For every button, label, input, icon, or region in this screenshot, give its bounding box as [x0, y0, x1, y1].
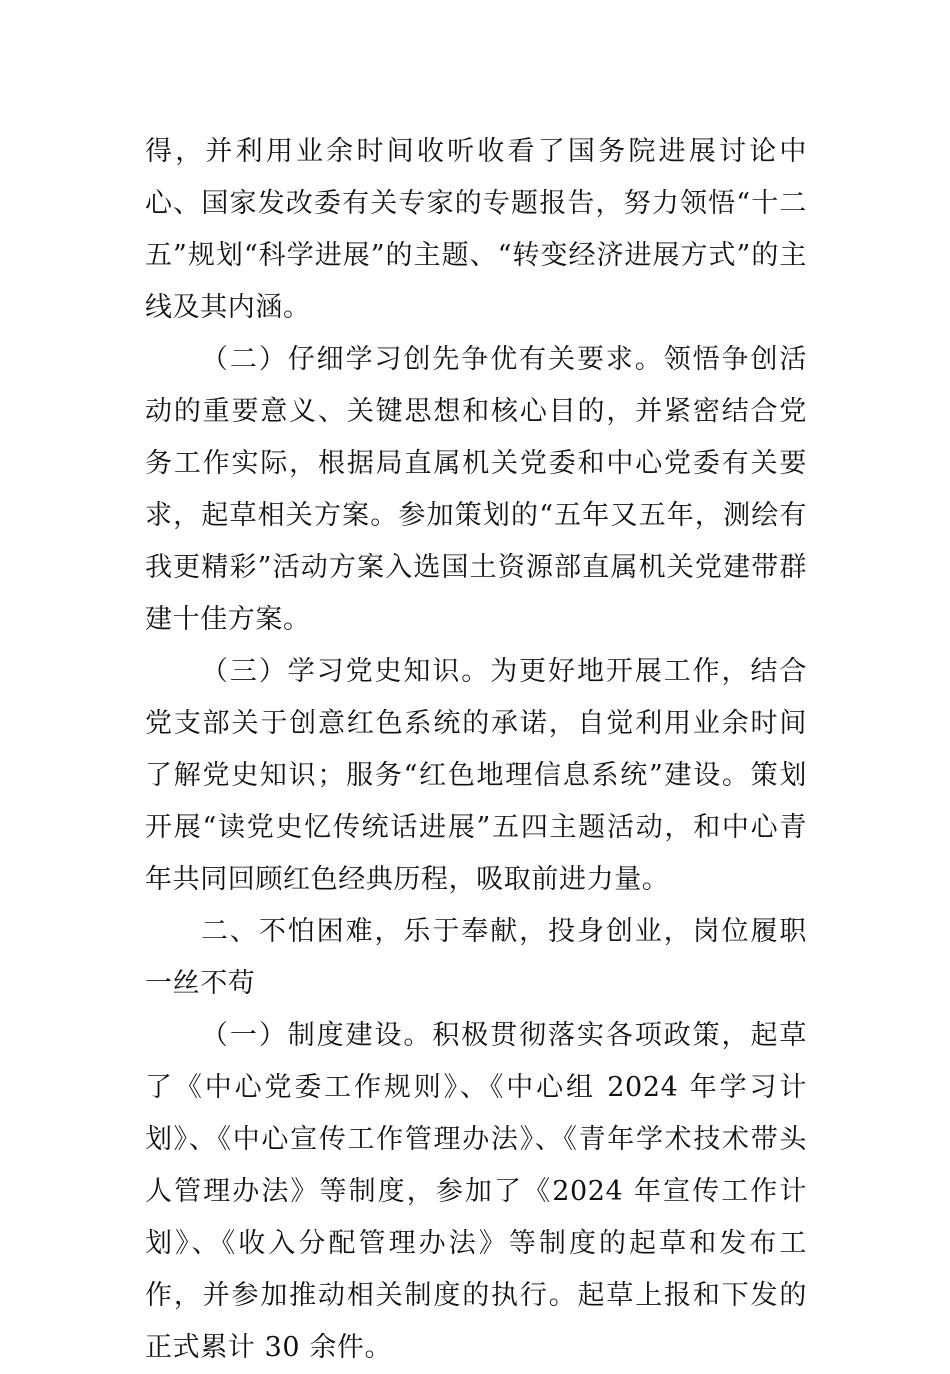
paragraph-section-1-system: （一）制度建设。积极贯彻落实各项政策，起草了《中心党委工作规则》、《中心组 2024 年学习计划》、《中心宣传工作管理办法》、《青年学术技术带头人管理办法》等制度，参加了《2024 年宣传工作计划》、《收入分配管理办法》等制度的起草和发布工作，并参加推动相关制度的执行。起草上报和下发的正式累计 30 余件。: [145, 1020, 807, 1363]
paragraph-section-2: （二）仔细学习创先争优有关要求。领悟争创活动的重要意义、关键思想和核心目的，并紧密结合党务工作实际，根据局直属机关党委和中心党委有关要求，起草相关方案。参加策划的“五年又五年，测绘有我更精彩”活动方案入选国土资源部直属机关党建带群建十佳方案。: [145, 344, 807, 635]
paragraph-continuation: 得，并利用业余时间收听收看了国务院进展讨论中心、国家发改委有关专家的专题报告，努力领悟“十二五”规划“科学进展”的主题、“转变经济进展方式”的主线及其内涵。: [145, 136, 807, 323]
heading-part-two: 二、不怕困难，乐于奉献，投身创业，岗位履职一丝不苟: [145, 916, 807, 999]
document-body: [145, 126, 807, 1374]
paragraph-section-3: （三）学习党史知识。为更好地开展工作，结合党支部关于创意红色系统的承诺，自觉利用业余时间了解党史知识；服务“红色地理信息系统”建设。策划开展“读党史忆传统话进展”五四主题活动，和中心青年共同回顾红色经典历程，吸取前进力量。: [145, 656, 807, 895]
